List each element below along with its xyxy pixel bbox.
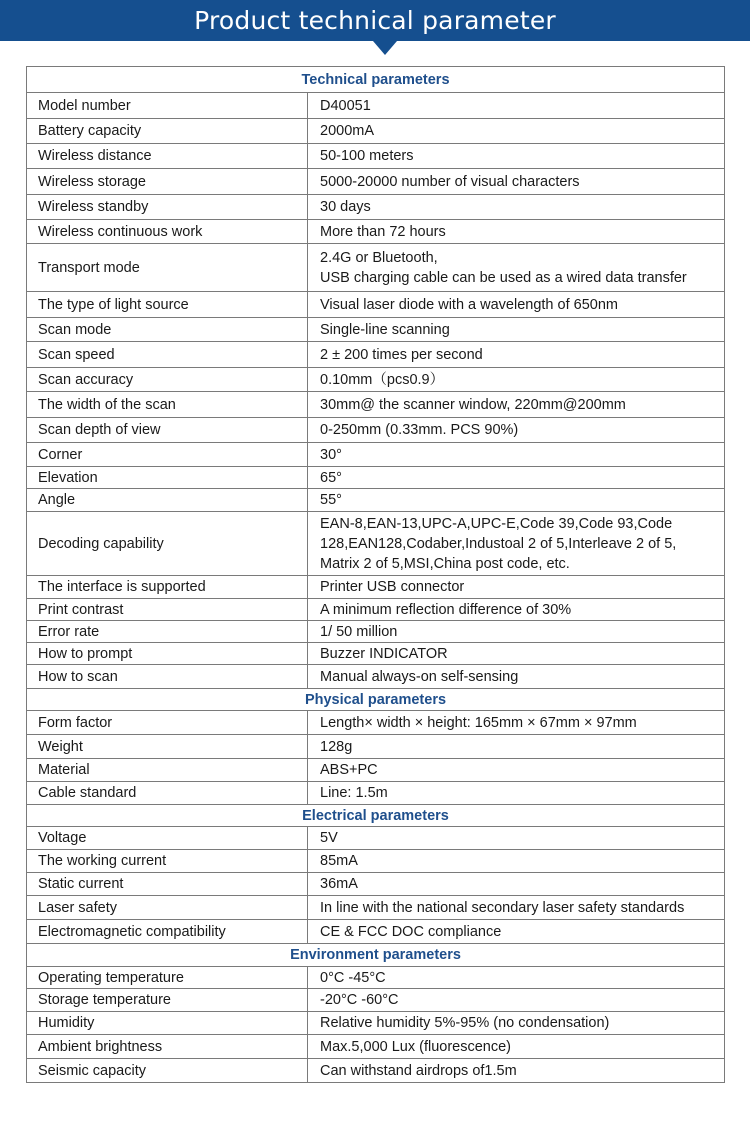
- param-label: Voltage: [27, 827, 308, 850]
- section-title: Electrical parameters: [27, 805, 725, 827]
- param-label: Model number: [27, 93, 308, 119]
- table-row: [27, 512, 725, 576]
- param-value: 0°C -45°C: [308, 967, 725, 989]
- param-label: Corner: [27, 443, 308, 467]
- table-row: [27, 342, 725, 368]
- table-row: [27, 93, 725, 119]
- param-value: 30 days: [308, 195, 725, 220]
- table-row: [27, 782, 725, 805]
- param-label: The interface is supported: [27, 576, 308, 599]
- section-title: Physical parameters: [27, 689, 725, 711]
- section-header: [27, 689, 725, 711]
- table-row: [27, 392, 725, 418]
- param-label: Seismic capacity: [27, 1059, 308, 1083]
- table-row: [27, 599, 725, 621]
- param-value: 2000mA: [308, 119, 725, 144]
- param-value: 50-100 meters: [308, 144, 725, 169]
- param-label: Form factor: [27, 711, 308, 735]
- table-row: [27, 443, 725, 467]
- table-row: [27, 144, 725, 169]
- table-row: [27, 1035, 725, 1059]
- table-row: [27, 873, 725, 896]
- spec-table: [26, 66, 725, 1083]
- table-row: [27, 643, 725, 665]
- param-value: Buzzer INDICATOR: [308, 643, 725, 665]
- param-label: Elevation: [27, 467, 308, 489]
- param-label: Weight: [27, 735, 308, 759]
- table-row: [27, 576, 725, 599]
- table-row: [27, 989, 725, 1012]
- table-row: [27, 920, 725, 944]
- table-row: [27, 1012, 725, 1035]
- table-row: [27, 759, 725, 782]
- table-row: [27, 119, 725, 144]
- param-value: 85mA: [308, 850, 725, 873]
- param-value: 55°: [308, 489, 725, 512]
- param-value: CE & FCC DOC compliance: [308, 920, 725, 944]
- param-value: Length× width × height: 165mm × 67mm × 97mm: [308, 711, 725, 735]
- section-title: Technical parameters: [27, 67, 725, 93]
- param-value: 5000-20000 number of visual characters: [308, 169, 725, 195]
- table-row: [27, 318, 725, 342]
- table-row: [27, 292, 725, 318]
- param-label: Static current: [27, 873, 308, 896]
- param-label: Wireless standby: [27, 195, 308, 220]
- table-row: [27, 169, 725, 195]
- section-header: [27, 67, 725, 93]
- spec-table-body: [27, 67, 725, 1083]
- param-value: 128g: [308, 735, 725, 759]
- param-label: Material: [27, 759, 308, 782]
- table-row: [27, 467, 725, 489]
- section-header: [27, 944, 725, 967]
- param-value: 2 ± 200 times per second: [308, 342, 725, 368]
- table-row: [27, 711, 725, 735]
- param-label: The working current: [27, 850, 308, 873]
- param-label: Wireless distance: [27, 144, 308, 169]
- param-value: More than 72 hours: [308, 220, 725, 244]
- param-label: Print contrast: [27, 599, 308, 621]
- param-value-line: Matrix 2 of 5,MSI,China post code, etc.: [320, 555, 570, 572]
- section-header: [27, 805, 725, 827]
- param-label: Wireless continuous work: [27, 220, 308, 244]
- param-value-line: EAN-8,EAN-13,UPC-A,UPC-E,Code 39,Code 93,Code: [320, 515, 673, 532]
- table-row: [27, 967, 725, 989]
- param-value: 5V: [308, 827, 725, 850]
- param-value: ABS+PC: [308, 759, 725, 782]
- param-label: Scan depth of view: [27, 418, 308, 443]
- param-label: Laser safety: [27, 896, 308, 920]
- param-value-line: 2.4G or Bluetooth,: [320, 249, 438, 266]
- param-value: 0-250mm (0.33mm. PCS 90%): [308, 418, 725, 443]
- param-label: Ambient brightness: [27, 1035, 308, 1059]
- table-row: [27, 1059, 725, 1083]
- section-title: Environment parameters: [27, 944, 725, 967]
- param-label: Wireless storage: [27, 169, 308, 195]
- param-label: How to scan: [27, 665, 308, 689]
- table-row: [27, 220, 725, 244]
- table-row: [27, 368, 725, 392]
- param-value: 1/ 50 million: [308, 621, 725, 643]
- param-value: Printer USB connector: [308, 576, 725, 599]
- param-value: 65°: [308, 467, 725, 489]
- table-row: [27, 827, 725, 850]
- param-label: Transport mode: [27, 244, 308, 292]
- param-value: D40051: [308, 93, 725, 119]
- table-row: [27, 850, 725, 873]
- param-value: A minimum reflection difference of 30%: [308, 599, 725, 621]
- param-value: Can withstand airdrops of1.5m: [308, 1059, 725, 1083]
- param-label: Error rate: [27, 621, 308, 643]
- param-label: How to prompt: [27, 643, 308, 665]
- param-value: [308, 244, 725, 292]
- param-label: Operating temperature: [27, 967, 308, 989]
- param-value-line: 128,EAN128,Codaber,Industoal 2 of 5,Interleave 2 of 5,: [320, 535, 677, 552]
- table-row: [27, 244, 725, 292]
- param-value: Manual always-on self-sensing: [308, 665, 725, 689]
- param-label: Cable standard: [27, 782, 308, 805]
- table-row: [27, 489, 725, 512]
- param-label: Decoding capability: [27, 512, 308, 576]
- table-row: [27, 896, 725, 920]
- param-label: Angle: [27, 489, 308, 512]
- param-label: Scan mode: [27, 318, 308, 342]
- table-row: [27, 621, 725, 643]
- table-row: [27, 195, 725, 220]
- param-label: Battery capacity: [27, 119, 308, 144]
- param-label: Humidity: [27, 1012, 308, 1035]
- param-label: Storage temperature: [27, 989, 308, 1012]
- table-row: [27, 735, 725, 759]
- param-label: Electromagnetic compatibility: [27, 920, 308, 944]
- param-value: Relative humidity 5%-95% (no condensation): [308, 1012, 725, 1035]
- param-value: Max.5,000 Lux (fluorescence): [308, 1035, 725, 1059]
- table-row: [27, 665, 725, 689]
- banner-pointer-icon: [373, 41, 397, 55]
- param-value: [308, 512, 725, 576]
- param-value: 36mA: [308, 873, 725, 896]
- param-label: Scan accuracy: [27, 368, 308, 392]
- param-value: 30°: [308, 443, 725, 467]
- param-value: 0.10mm（pcs0.9）: [308, 368, 725, 392]
- param-label: Scan speed: [27, 342, 308, 368]
- param-value: 30mm@ the scanner window, 220mm@200mm: [308, 392, 725, 418]
- param-value: Visual laser diode with a wavelength of 650nm: [308, 292, 725, 318]
- param-value: Single-line scanning: [308, 318, 725, 342]
- param-value: -20°C -60°C: [308, 989, 725, 1012]
- table-row: [27, 418, 725, 443]
- page-title: Product technical parameter: [194, 6, 556, 35]
- param-value: In line with the national secondary laser safety standards: [308, 896, 725, 920]
- param-value: Line: 1.5m: [308, 782, 725, 805]
- param-label: The type of light source: [27, 292, 308, 318]
- param-label: The width of the scan: [27, 392, 308, 418]
- param-value-line: USB charging cable can be used as a wired data transfer: [320, 269, 687, 286]
